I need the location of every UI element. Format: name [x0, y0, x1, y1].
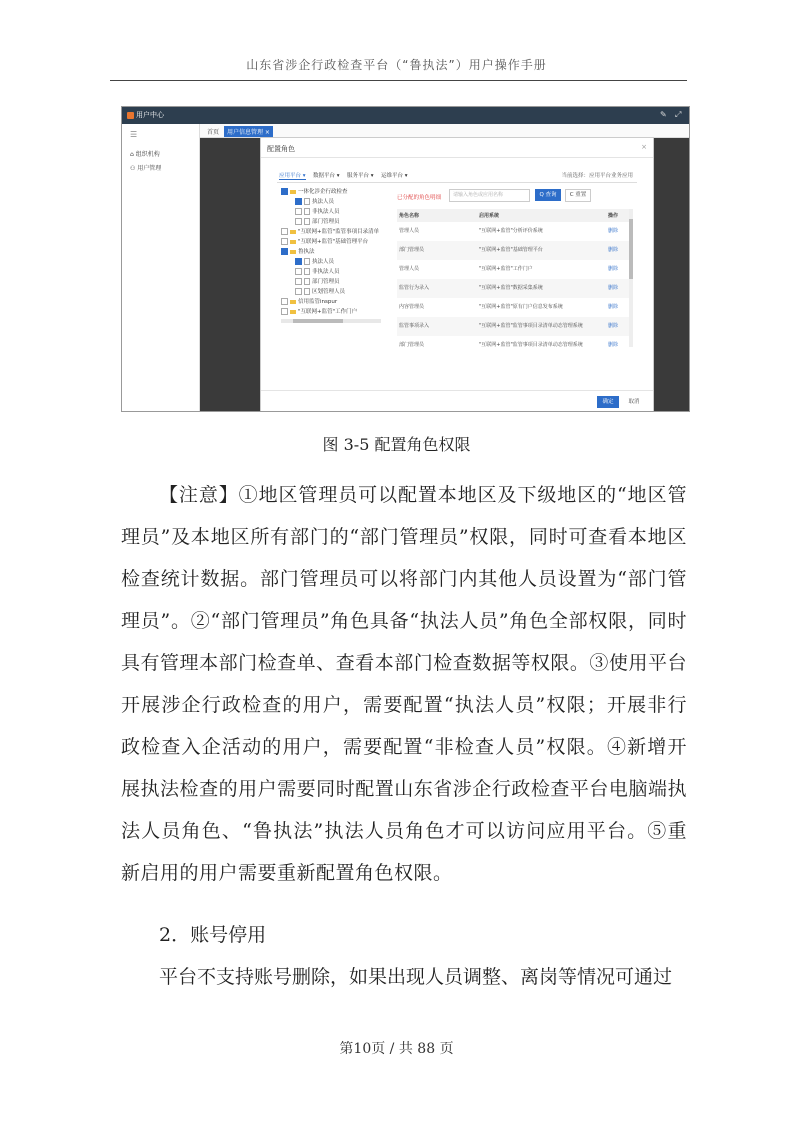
tree-node[interactable]: 非执法人员: [295, 207, 340, 215]
tree-node[interactable]: 部门管理员: [295, 217, 340, 225]
selected-info: 当前选择：应用平台业务应用: [561, 173, 633, 179]
delete-link[interactable]: 删除: [608, 266, 619, 272]
menu-icon[interactable]: ☰: [130, 130, 138, 139]
assigned-label: 已分配的角色明细: [397, 195, 442, 201]
delete-link[interactable]: 删除: [608, 285, 619, 291]
delete-link[interactable]: 删除: [608, 323, 619, 329]
screenshot-figure: [121, 106, 690, 412]
table-header: 角色名称 启用系统 操作: [397, 209, 629, 222]
tab-data-platform[interactable]: 数据平台 ▾: [313, 173, 340, 179]
tree-node[interactable]: 部门管理员: [295, 277, 340, 285]
sidebar: [122, 124, 200, 411]
figure-caption: 图 3-5 配置角色权限: [322, 435, 471, 454]
table-row: 管理人员 "互联网+监管"分析评价系统 删除: [397, 222, 629, 241]
confirm-button[interactable]: 确定: [597, 396, 619, 408]
tree-node[interactable]: 鲁执法: [281, 247, 315, 255]
dialog-title: 配置角色: [267, 145, 295, 153]
sidebar-item-users[interactable]: ⚇ 用户管理: [130, 165, 162, 172]
note-paragraph: 【注意】①地区管理员可以配置本地区及下级地区的“地区管理员”及本地区所有部门的“部门管理员”权限，同时可查看本地区检查统计数据。部门管理员可以将部门内其他人员设置为“部门管理员”。②“部门管理员”角色具备“执法人员”角色全部权限，同时具有管理本部门检查单、查看本部门检查数据等权限。③使用平台开展涉企行政检查的用户，需要配置“执法人员”权限；开展非行政检查入企活动的用户，需要配置“非检查人员”权限。④新增开展执法检查的用户需要同时配置山东省涉企行政检查平台电脑端执法人员角色、“鲁执法”执法人员角色才可以访问应用平台。⑤重新启用的用户需要重新配置角色权限。: [121, 484, 687, 884]
tree-node[interactable]: "互联网+监管"基础管理平台: [281, 237, 368, 245]
wrench-icon[interactable]: ✎: [660, 110, 667, 119]
header-divider: [110, 80, 687, 81]
table-row: 部门管理员 "互联网+监管"基础管理平台 删除: [397, 241, 629, 260]
tree-node[interactable]: "互联网+监管"监管事项目录清单: [281, 227, 379, 235]
body-paragraph: 平台不支持账号删除，如果出现人员调整、离岗等情况可通过: [159, 966, 673, 988]
search-input[interactable]: 请输入角色或应用名称: [449, 189, 530, 202]
tab-app-platform[interactable]: 应用平台 ▾: [279, 173, 306, 179]
close-icon[interactable]: ×: [641, 143, 647, 151]
page-footer: 第10页 / 共 88 页: [339, 1041, 454, 1057]
page-header: 山东省涉企行政检查平台（“鲁执法”）用户操作手册: [246, 58, 547, 72]
cancel-button[interactable]: 取消: [628, 399, 640, 405]
table-row: 监管事项录入 "互联网+监管"监管事项目录清单动态管理系统 删除: [397, 317, 629, 336]
tab-home[interactable]: 首页: [207, 129, 220, 136]
table-row: 部门管理员 "互联网+监管"监管事项目录清单动态管理系统 删除: [397, 336, 629, 355]
expand-icon[interactable]: ⤢: [675, 110, 682, 119]
sidebar-item-org[interactable]: ⌂ 组织机构: [130, 151, 160, 158]
reset-button[interactable]: C 重置: [565, 189, 591, 202]
tab-service-platform[interactable]: 服务平台 ▾: [347, 173, 374, 179]
tab-bar: [200, 124, 689, 138]
platform-tabs: [277, 170, 637, 183]
delete-link[interactable]: 删除: [608, 304, 619, 310]
tab-user-info[interactable]: 用户信息管理 ×: [224, 126, 273, 137]
delete-link[interactable]: 删除: [608, 247, 619, 253]
table-row: 管理人员 "互联网+监管"工作门户 删除: [397, 260, 629, 279]
table-row: 内容管理员 "互联网+监管"原有门户信息发布系统 删除: [397, 298, 629, 317]
table-scrollbar[interactable]: [629, 209, 633, 347]
tree-scrollbar[interactable]: [281, 319, 381, 323]
tree-node[interactable]: 执法人员: [295, 257, 334, 265]
app-title: 用户中心: [136, 111, 164, 119]
role-tree: [277, 187, 387, 347]
app-topbar: [122, 107, 689, 124]
app-logo-icon: [127, 112, 134, 119]
tree-node[interactable]: 一体化涉企行政检查: [281, 187, 348, 195]
tree-node[interactable]: "互联网+监管"工作门户: [281, 307, 357, 315]
tree-node[interactable]: 区划管理人员: [295, 287, 345, 295]
section-heading: 2．账号停用: [159, 924, 267, 946]
delete-link[interactable]: 删除: [608, 228, 619, 234]
tree-node[interactable]: 执法人员: [295, 197, 334, 205]
query-button[interactable]: Q 查询: [535, 189, 561, 201]
tree-node[interactable]: 信用监管inspur: [281, 297, 337, 305]
delete-link[interactable]: 删除: [608, 342, 619, 348]
tab-ops-platform[interactable]: 运维平台 ▾: [381, 173, 408, 179]
table-row: 监管行为录入 "互联网+监管"数据采集系统 删除: [397, 279, 629, 298]
tree-node[interactable]: 非执法人员: [295, 267, 340, 275]
configure-role-dialog: [260, 137, 654, 412]
